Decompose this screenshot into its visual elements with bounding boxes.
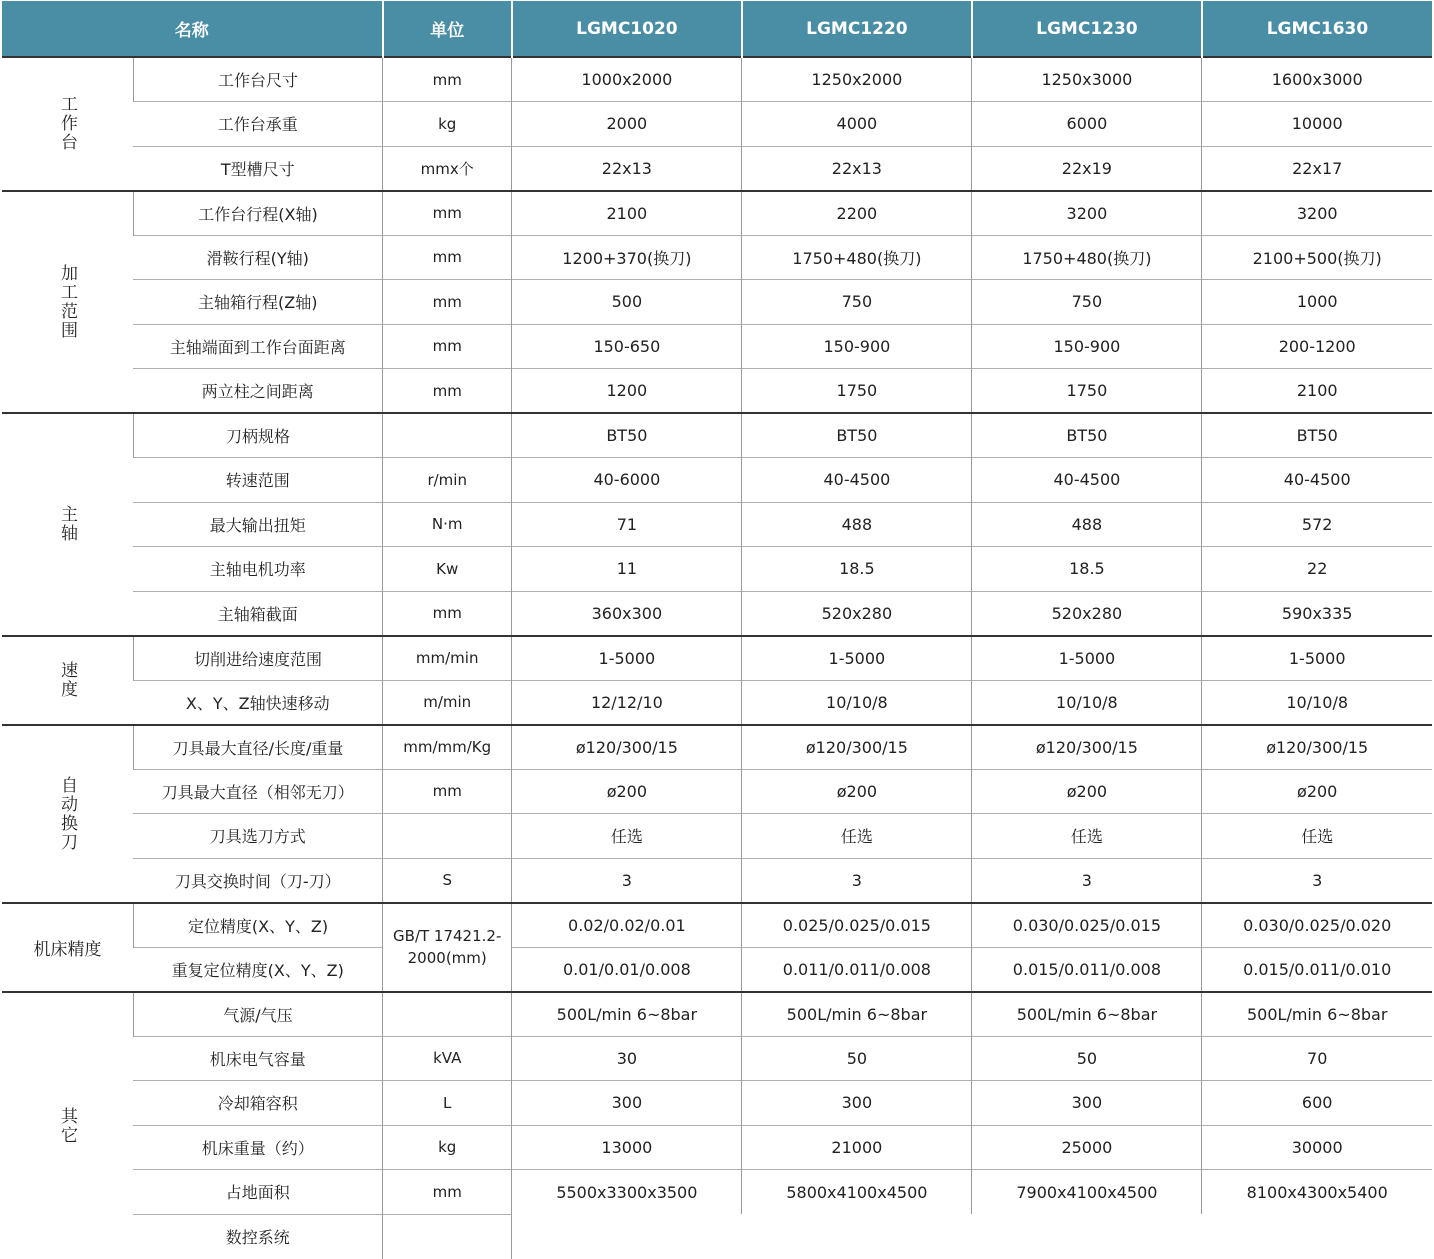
spec-value: ø120/300/15 [512, 725, 742, 770]
table-row [2, 369, 1432, 414]
spec-unit: kg [383, 102, 512, 147]
spec-value: 任选 [512, 814, 742, 859]
spec-value: 12/12/10 [512, 680, 742, 725]
spec-value: 8100x4300x5400 [1202, 1170, 1432, 1215]
spec-value: 50 [972, 1036, 1202, 1081]
spec-value: 6000 [972, 102, 1202, 147]
table-row [2, 858, 1432, 903]
spec-name: 两立柱之间距离 [133, 369, 382, 414]
spec-value: 3200 [1202, 191, 1432, 236]
table-row [2, 57, 1432, 102]
spec-value: 520x280 [742, 591, 972, 636]
spec-value: 600 [1202, 1081, 1432, 1126]
spec-value: 150-650 [512, 324, 742, 369]
spec-value: 25000 [972, 1125, 1202, 1170]
spec-unit [383, 814, 512, 859]
spec-unit: mm [383, 591, 512, 636]
spec-value: 10/10/8 [972, 680, 1202, 725]
spec-name: 机床电气容量 [133, 1036, 382, 1081]
spec-value: 30 [512, 1036, 742, 1081]
spec-value: 0.015/0.011/0.010 [1202, 947, 1432, 992]
spec-value: 3 [512, 858, 742, 903]
spec-value: ø200 [742, 769, 972, 814]
spec-value: 1000 [1202, 280, 1432, 325]
spec-value: 40-4500 [1202, 458, 1432, 503]
table-row [2, 235, 1432, 280]
spec-unit: kg [383, 1125, 512, 1170]
spec-value: 2000 [512, 102, 742, 147]
spec-unit: Kw [383, 547, 512, 592]
table-row [2, 636, 1432, 681]
spec-value: 572 [1202, 502, 1432, 547]
spec-name: 数控系统 [133, 1214, 382, 1259]
table-row [2, 947, 1432, 992]
header-name: 名称 [2, 1, 383, 57]
table-row [2, 992, 1432, 1037]
spec-value: 0.01/0.01/0.008 [512, 947, 742, 992]
spec-name: 气源/气压 [133, 992, 382, 1037]
spec-name: 刀具最大直径/长度/重量 [133, 725, 382, 770]
group-label: 主轴 [2, 413, 133, 636]
spec-value: 0.015/0.011/0.008 [972, 947, 1202, 992]
spec-value: 1-5000 [972, 636, 1202, 681]
table-row [2, 458, 1432, 503]
spec-unit: mm/min [383, 636, 512, 681]
table-row [2, 591, 1432, 636]
spec-table [2, 1, 1432, 1259]
table-row [2, 814, 1432, 859]
spec-name: 机床重量（约） [133, 1125, 382, 1170]
group-label: 加工范围 [2, 191, 133, 414]
spec-value: 21000 [742, 1125, 972, 1170]
spec-value: 2100 [1202, 369, 1432, 414]
spec-value: 11 [512, 547, 742, 592]
spec-value: 5500x3300x3500 [512, 1170, 742, 1215]
table-row [2, 502, 1432, 547]
spec-unit: mm [383, 191, 512, 236]
spec-name: 转速范围 [133, 458, 382, 503]
spec-value: 300 [512, 1081, 742, 1126]
spec-name: T型槽尺寸 [133, 146, 382, 191]
spec-value: 1-5000 [1202, 636, 1432, 681]
spec-name: 主轴端面到工作台面距离 [133, 324, 382, 369]
spec-unit: mm [383, 57, 512, 102]
spec-unit: L [383, 1081, 512, 1126]
spec-value: 750 [972, 280, 1202, 325]
spec-name: 占地面积 [133, 1170, 382, 1215]
spec-value: 488 [742, 502, 972, 547]
spec-value: 0.02/0.02/0.01 [512, 903, 742, 948]
spec-value: 500L/min 6~8bar [972, 992, 1202, 1037]
spec-unit: N·m [383, 502, 512, 547]
spec-unit: r/min [383, 458, 512, 503]
spec-value: 1750 [972, 369, 1202, 414]
spec-name: 重复定位精度(X、Y、Z) [133, 947, 382, 992]
spec-value: 0.011/0.011/0.008 [742, 947, 972, 992]
table-row [2, 146, 1432, 191]
spec-value: 1200 [512, 369, 742, 414]
spec-value: 22 [1202, 547, 1432, 592]
spec-value: 4000 [742, 102, 972, 147]
spec-value: 71 [512, 502, 742, 547]
spec-value: 50 [742, 1036, 972, 1081]
spec-value: 22x19 [972, 146, 1202, 191]
header-model: LGMC1220 [742, 1, 972, 57]
table-row [2, 1036, 1432, 1081]
table-row [2, 725, 1432, 770]
spec-name: 刀柄规格 [133, 413, 382, 458]
spec-value: 1-5000 [512, 636, 742, 681]
header-row [2, 1, 1432, 57]
spec-value: 0.030/0.025/0.020 [1202, 903, 1432, 948]
spec-value: 13000 [512, 1125, 742, 1170]
spec-value: 任选 [1202, 814, 1432, 859]
spec-unit: kVA [383, 1036, 512, 1081]
spec-value: BT50 [1202, 413, 1432, 458]
spec-value: 任选 [972, 814, 1202, 859]
spec-value: 18.5 [972, 547, 1202, 592]
table-row [2, 903, 1432, 948]
spec-name: 主轴电机功率 [133, 547, 382, 592]
spec-value: ø120/300/15 [972, 725, 1202, 770]
spec-name: 定位精度(X、Y、Z) [133, 903, 382, 948]
group-label: 工作台 [2, 57, 133, 191]
spec-value: 22x17 [1202, 146, 1432, 191]
spec-value: 300 [742, 1081, 972, 1126]
spec-value: 1200+370(换刀) [512, 235, 742, 280]
spec-value: ø200 [512, 769, 742, 814]
header-model: LGMC1630 [1202, 1, 1432, 57]
spec-value: 1750+480(换刀) [972, 235, 1202, 280]
spec-value: ø200 [1202, 769, 1432, 814]
spec-value: 18.5 [742, 547, 972, 592]
table-row [2, 413, 1432, 458]
spec-value: 7900x4100x4500 [972, 1170, 1202, 1215]
spec-value: 488 [972, 502, 1202, 547]
spec-value: 30000 [1202, 1125, 1432, 1170]
spec-value: 1-5000 [742, 636, 972, 681]
spec-unit: mm/mm/Kg [383, 725, 512, 770]
spec-value: 40-4500 [742, 458, 972, 503]
spec-value: 750 [742, 280, 972, 325]
header-model: LGMC1020 [512, 1, 742, 57]
table-row [2, 324, 1432, 369]
header-unit: 单位 [383, 1, 512, 57]
spec-value: 1750 [742, 369, 972, 414]
spec-unit: mm [383, 324, 512, 369]
spec-value: 22x13 [512, 146, 742, 191]
header-model: LGMC1230 [972, 1, 1202, 57]
spec-value: ø200 [972, 769, 1202, 814]
spec-unit: GB/T 17421.2-2000(mm) [383, 903, 512, 992]
spec-value: 5800x4100x4500 [742, 1170, 972, 1215]
table-row [2, 1170, 1432, 1215]
spec-name: 最大输出扭矩 [133, 502, 382, 547]
spec-value: 10/10/8 [1202, 680, 1432, 725]
spec-body [2, 57, 1432, 1259]
table-row [2, 769, 1432, 814]
spec-value: 1750+480(换刀) [742, 235, 972, 280]
spec-name: 冷却箱容积 [133, 1081, 382, 1126]
spec-name: 主轴箱行程(Z轴) [133, 280, 382, 325]
spec-value: 1250x3000 [972, 57, 1202, 102]
spec-unit: mm [383, 769, 512, 814]
spec-name: 刀具最大直径（相邻无刀） [133, 769, 382, 814]
spec-value: 0.030/0.025/0.015 [972, 903, 1202, 948]
spec-value: ø120/300/15 [742, 725, 972, 770]
spec-name: 滑鞍行程(Y轴) [133, 235, 382, 280]
spec-value: 150-900 [742, 324, 972, 369]
group-label: 自动换刀 [2, 725, 133, 903]
spec-value: 10000 [1202, 102, 1432, 147]
spec-value: BT50 [742, 413, 972, 458]
spec-value: 任选 [742, 814, 972, 859]
spec-name: 切削进给速度范围 [133, 636, 382, 681]
spec-value: 500L/min 6~8bar [512, 992, 742, 1037]
table-row [2, 191, 1432, 236]
spec-value: 40-4500 [972, 458, 1202, 503]
spec-unit: mm [383, 235, 512, 280]
spec-unit: mm [383, 280, 512, 325]
spec-value: 300 [972, 1081, 1202, 1126]
spec-value: 2100 [512, 191, 742, 236]
spec-value: 0.025/0.025/0.015 [742, 903, 972, 948]
spec-value: 22x13 [742, 146, 972, 191]
spec-value: 150-900 [972, 324, 1202, 369]
spec-name: 刀具选刀方式 [133, 814, 382, 859]
spec-value: 500 [512, 280, 742, 325]
spec-value: 40-6000 [512, 458, 742, 503]
spec-unit: S [383, 858, 512, 903]
spec-value: 2200 [742, 191, 972, 236]
spec-value: ø120/300/15 [1202, 725, 1432, 770]
spec-value: 10/10/8 [742, 680, 972, 725]
spec-value: 3 [742, 858, 972, 903]
spec-value: 500L/min 6~8bar [742, 992, 972, 1037]
spec-value: 3 [1202, 858, 1432, 903]
spec-name: 工作台行程(X轴) [133, 191, 382, 236]
table-row [2, 680, 1432, 725]
spec-name: 工作台承重 [133, 102, 382, 147]
spec-value: 3200 [972, 191, 1202, 236]
spec-value: 500L/min 6~8bar [1202, 992, 1432, 1037]
table-row [2, 280, 1432, 325]
spec-value: BT50 [512, 413, 742, 458]
spec-unit: m/min [383, 680, 512, 725]
spec-value: 520x280 [972, 591, 1202, 636]
spec-value: 2100+500(换刀) [1202, 235, 1432, 280]
group-label: 速度 [2, 636, 133, 725]
spec-name: 刀具交换时间（刀-刀） [133, 858, 382, 903]
spec-value: 1000x2000 [512, 57, 742, 102]
spec-name: X、Y、Z轴快速移动 [133, 680, 382, 725]
spec-value: 70 [1202, 1036, 1432, 1081]
spec-value: 1600x3000 [1202, 57, 1432, 102]
spec-value: 360x300 [512, 591, 742, 636]
spec-value: BT50 [972, 413, 1202, 458]
table-row [2, 102, 1432, 147]
spec-unit [383, 992, 512, 1037]
spec-value: 3 [972, 858, 1202, 903]
spec-unit: mm [383, 369, 512, 414]
spec-value: 1250x2000 [742, 57, 972, 102]
spec-unit: mm [383, 1170, 512, 1215]
spec-unit: mmx个 [383, 146, 512, 191]
table-row [2, 547, 1432, 592]
table-row [2, 1081, 1432, 1126]
spec-unit [383, 413, 512, 458]
group-label: 其它 [2, 992, 133, 1259]
spec-value: 590x335 [1202, 591, 1432, 636]
table-row [2, 1125, 1432, 1170]
spec-name: 工作台尺寸 [133, 57, 382, 102]
spec-name: 主轴箱截面 [133, 591, 382, 636]
spec-value: 200-1200 [1202, 324, 1432, 369]
group-label: 机床精度 [2, 903, 133, 992]
